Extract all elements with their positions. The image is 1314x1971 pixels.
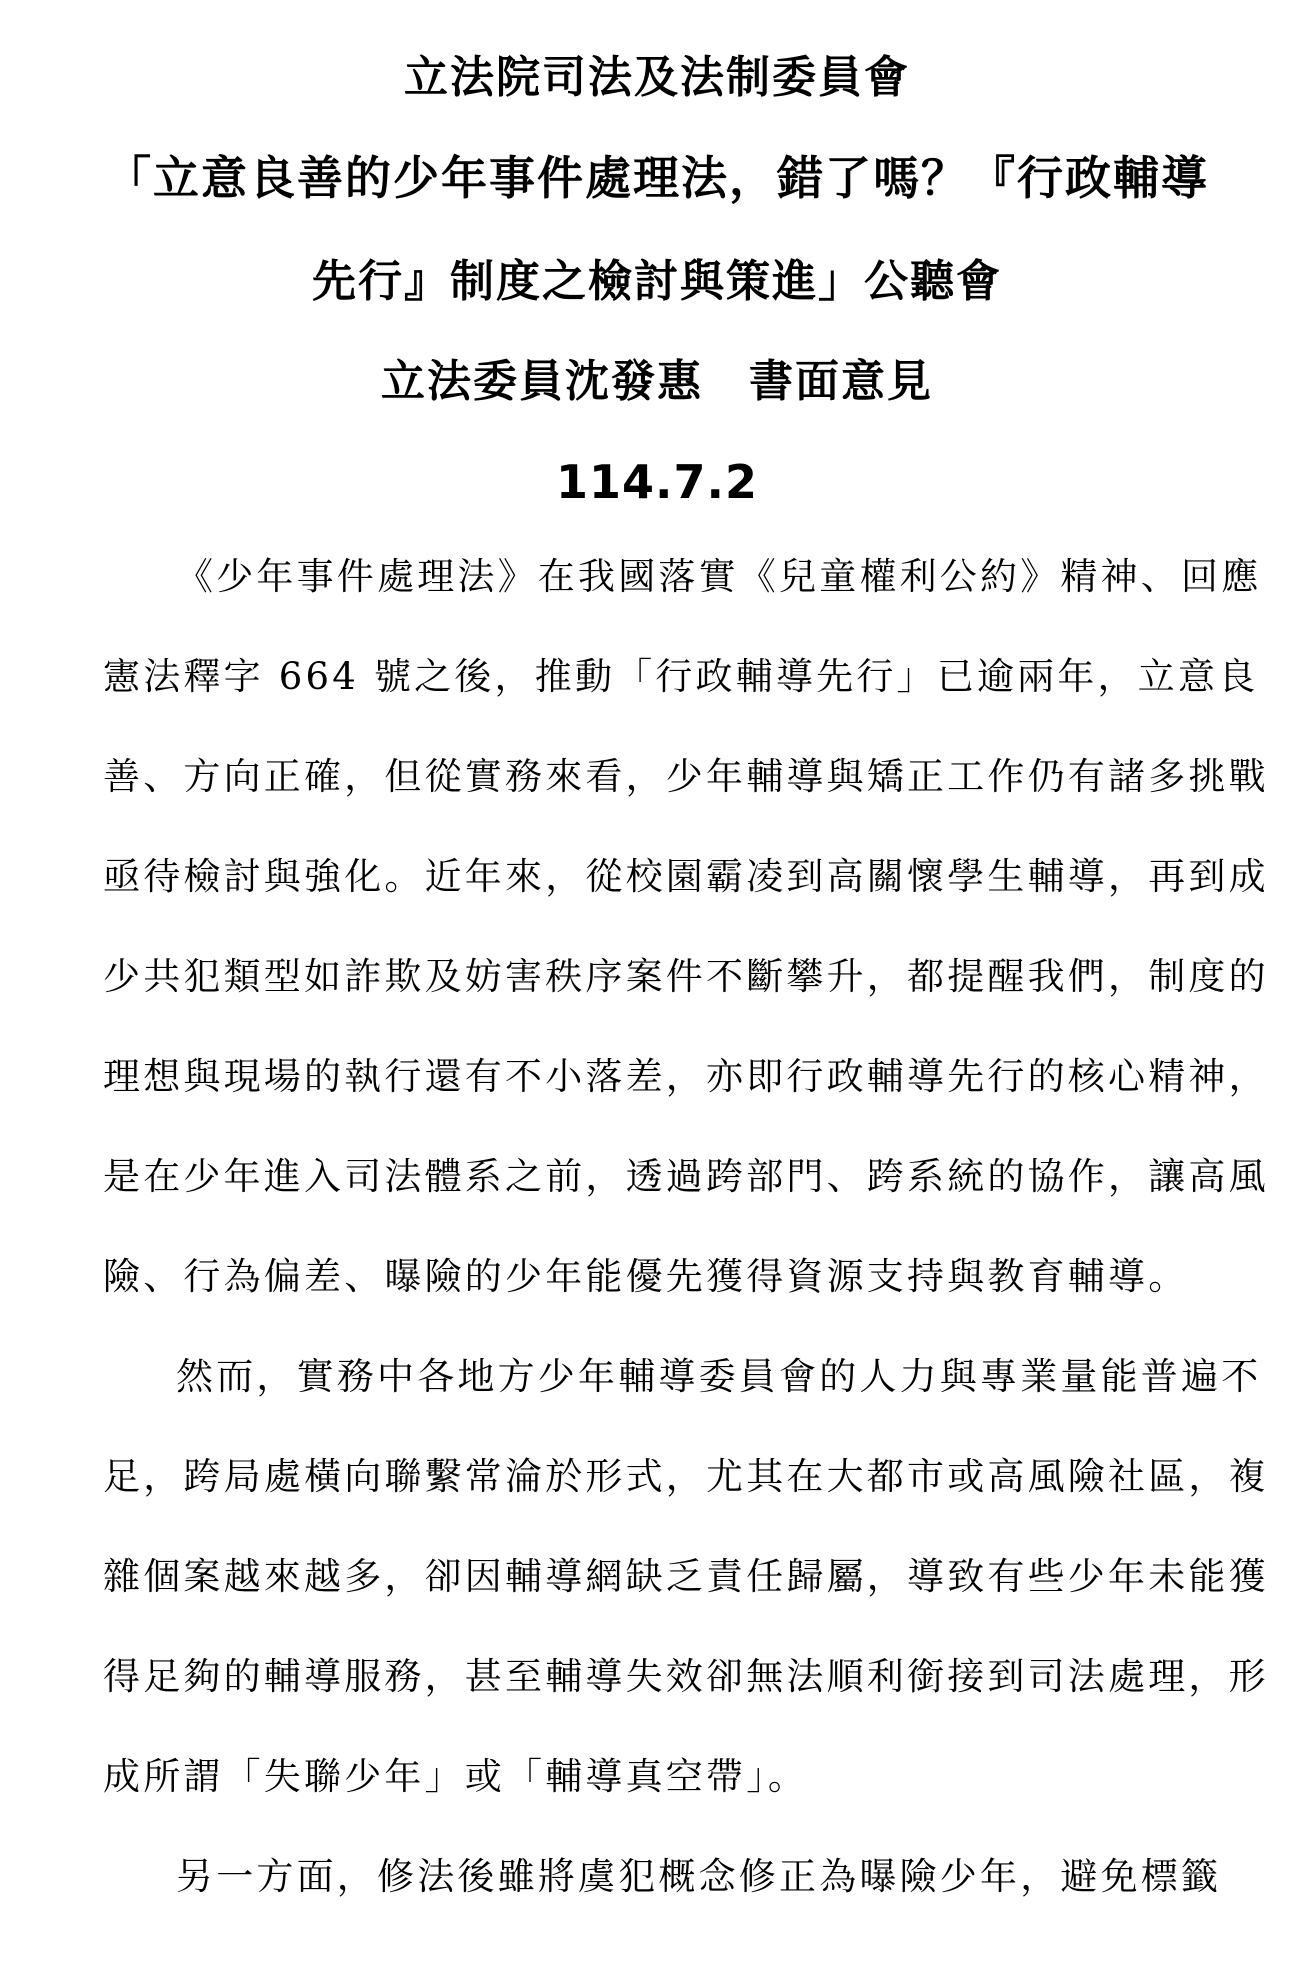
paragraph-2-line-3: 雜個案越來越多，卻因輔導網缺乏責任歸屬，導致有些少年未能獲 [103, 1555, 1269, 1598]
paragraph-2-line-1: 然而，實務中各地方少年輔導委員會的人力與專業量能普遍不 [176, 1355, 1262, 1398]
paragraph-1-line-3: 善、方向正確，但從實務來看，少年輔導與矯正工作仍有諸多挑戰 [103, 755, 1269, 798]
document-date: 114.7.2 [556, 455, 758, 509]
paragraph-1-line-7: 是在少年進入司法體系之前，透過跨部門、跨系統的協作，讓高風 [103, 1155, 1269, 1198]
paragraph-2-line-4: 得足夠的輔導服務，甚至輔導失效卻無法順利銜接到司法處理，形 [103, 1655, 1269, 1698]
hearing-title-line-1: 「立意良善的少年事件處理法，錯了嗎？『行政輔導 [105, 151, 1209, 205]
paragraph-3-line-1: 另一方面，修法後雖將虞犯概念修正為曝險少年，避免標籤 [176, 1855, 1222, 1898]
paragraph-1-line-1: 《少年事件處理法》在我國落實《兒童權利公約》精神、回應 [176, 555, 1262, 598]
paragraph-1-line-6: 理想與現場的執行還有不小落差，亦即行政輔導先行的核心精神， [103, 1055, 1269, 1098]
paragraph-2-line-5: 成所謂「失聯少年」或「輔導真空帶」。 [103, 1755, 809, 1798]
author-line: 立法委員沈發惠 書面意見 [381, 356, 933, 407]
hearing-title-line-2: 先行』制度之檢討與策進」公聽會 [312, 256, 1002, 307]
paragraph-1-line-2: 憲法釋字 664 號之後，推動「行政輔導先行」已逾兩年，立意良 [103, 655, 1259, 698]
paragraph-1-line-4: 亟待檢討與強化。近年來，從校園霸凌到高關懷學生輔導，再到成 [103, 855, 1269, 898]
committee-title: 立法院司法及法制委員會 [404, 52, 910, 103]
paragraph-1-line-5: 少共犯類型如詐欺及妨害秩序案件不斷攀升，都提醒我們，制度的 [103, 955, 1269, 998]
paragraph-2-line-2: 足，跨局處橫向聯繫常淪於形式，尤其在大都市或高風險社區，複 [103, 1455, 1269, 1498]
paragraph-1-line-8: 險、行為偏差、曝險的少年能優先獲得資源支持與教育輔導。 [103, 1255, 1189, 1298]
